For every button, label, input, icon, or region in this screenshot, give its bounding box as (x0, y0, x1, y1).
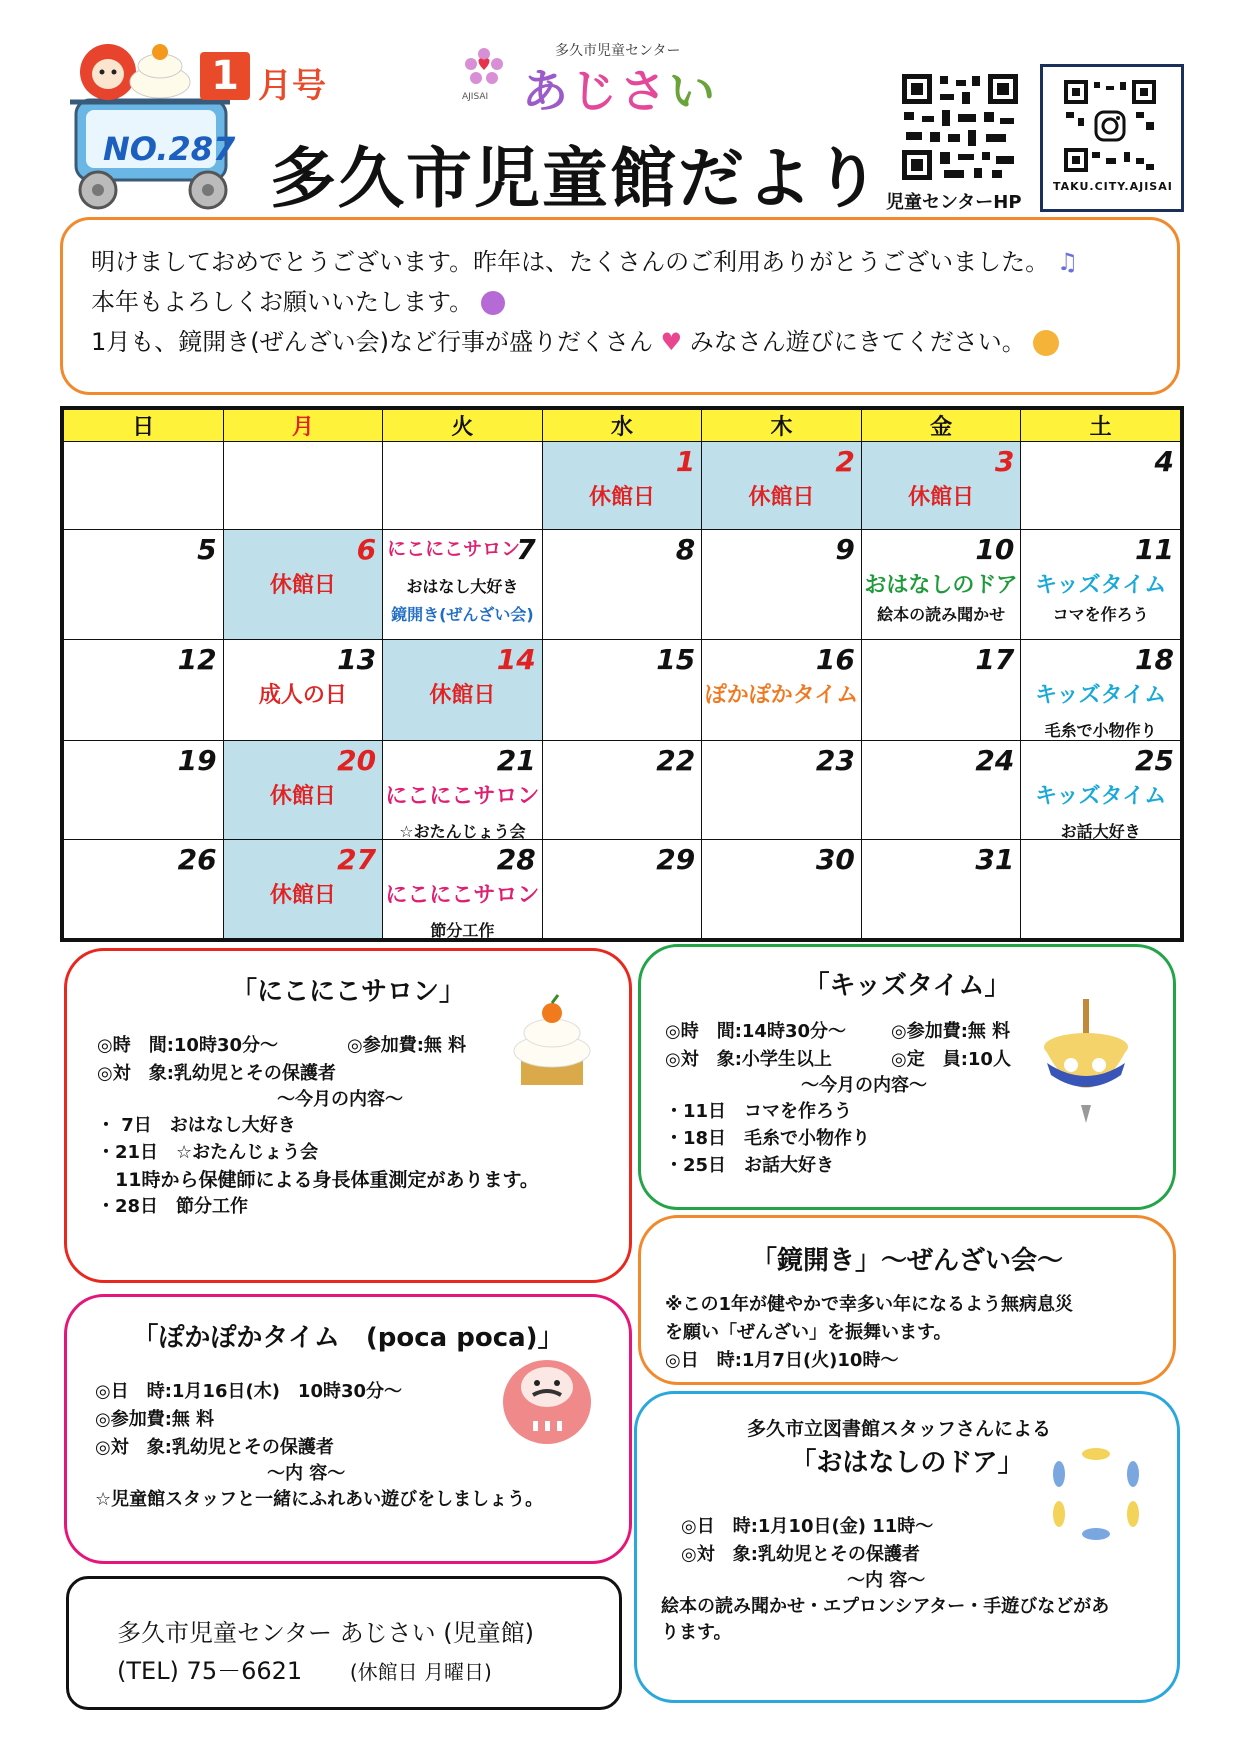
contact-box (66, 1576, 622, 1710)
calendar-day-cell (383, 741, 543, 840)
calendar-day-cell (1021, 639, 1181, 740)
kagami-title: 「鏡開き」～ぜんざい会～ (750, 1246, 1063, 1276)
logo-char: じ (571, 64, 620, 118)
day-number: 14 (496, 642, 536, 676)
calendar-day-cell (1021, 840, 1181, 939)
calendar-event: キッズタイム (1035, 682, 1167, 708)
calendar-day-cell (861, 442, 1021, 530)
calendar-event: 休館日 (269, 883, 336, 909)
day-number: 18 (1135, 642, 1174, 676)
day-number: 16 (815, 642, 855, 676)
calendar-day-cell (383, 529, 543, 639)
calendar-event: にこにこサロン (385, 883, 540, 909)
day-number: 5 (197, 532, 217, 566)
calendar-event: コマを作ろう (1052, 604, 1149, 624)
weekday-header: 火 (383, 410, 543, 442)
calendar (60, 406, 1184, 942)
day-number: 27 (337, 843, 377, 877)
smile-emoji-icon (1033, 330, 1059, 356)
day-number: 12 (177, 642, 217, 676)
day-number: 24 (975, 744, 1015, 778)
calendar-day-cell (64, 442, 224, 530)
day-number: 21 (496, 744, 536, 778)
door-content: ります。 (661, 1622, 732, 1643)
weekday-header: 月 (223, 410, 383, 442)
weekday-header: 土 (1021, 410, 1181, 442)
poca-target: ◎対 象:乳幼児とその保護者 (95, 1437, 334, 1458)
calendar-day-cell (861, 529, 1021, 639)
closed-day-note: (休館日 月曜日) (349, 1660, 492, 1684)
day-number: 7 (516, 532, 536, 566)
calendar-day-cell (542, 840, 702, 939)
calendar-event: 鏡開き(ぜんざい会) (391, 604, 534, 624)
calendar-day-cell (64, 639, 224, 740)
calendar-event: 絵本の読み聞かせ (877, 604, 1006, 624)
calendar-event: おはなし大好き (406, 576, 519, 596)
calendar-day-cell (64, 741, 224, 840)
day-number: 3 (994, 445, 1015, 478)
kids-title: 「キッズタイム」 (803, 971, 1011, 1001)
calendar-week-row (64, 639, 1181, 740)
kids-contents-heading: ～今月の内容～ (801, 1075, 927, 1096)
calendar-week-row (64, 840, 1181, 939)
kids-time: ◎時 間:14時30分～ (665, 1021, 847, 1042)
calendar-event: 毛糸で小物作り (1044, 720, 1157, 740)
day-number: 20 (337, 744, 377, 778)
day-number: 17 (975, 642, 1015, 676)
calendar-event: 休館日 (269, 572, 336, 598)
day-number: 8 (675, 532, 696, 566)
calendar-day-cell (64, 529, 224, 639)
calendar-body (64, 442, 1181, 939)
door-title: 「おはなしのドア」 (790, 1448, 1024, 1478)
day-number: 19 (177, 744, 217, 778)
day-number: 22 (656, 744, 696, 778)
weekday-header: 木 (702, 410, 862, 442)
nikoniko-item: ・21日 ☆おたんじょう会 (97, 1142, 319, 1163)
nikoniko-fee: ◎参加費:無 料 (347, 1035, 467, 1056)
nikoniko-item: ・28日 節分工作 (97, 1196, 249, 1217)
calendar-event: 休館日 (908, 485, 975, 510)
ohanashi-door-box (634, 1391, 1180, 1703)
logo-caption: AJISAI (462, 92, 489, 102)
calendar-event: 節分工作 (430, 921, 495, 941)
calendar-day-cell (542, 529, 702, 639)
kids-item: ・18日 毛糸で小物作り (665, 1128, 871, 1149)
nikoniko-salon-box (64, 948, 632, 1283)
calendar-event: キッズタイム (1035, 572, 1167, 598)
calendar-event: 成人の日 (258, 682, 347, 708)
kids-item: ・25日 お話大好き (665, 1155, 835, 1176)
calendar-day-cell (702, 529, 862, 639)
calendar-day-cell (542, 741, 702, 840)
calendar-weekday-row (64, 410, 1181, 442)
kagami-datetime: ◎日 時:1月7日(火)10時～ (665, 1350, 899, 1371)
calendar-event: ☆おたんじょう会 (399, 822, 526, 842)
calendar-week-row (64, 741, 1181, 840)
poca-content: ☆児童館スタッフと一緒にふれあい遊びをしましょう。 (95, 1489, 544, 1510)
greeting-box (60, 217, 1180, 395)
month-number: 1 (200, 52, 250, 100)
door-content: 絵本の読み聞かせ・エプロンシアター・手遊びなどがあ (661, 1596, 1110, 1617)
calendar-day-cell (223, 442, 383, 530)
calendar-day-cell (861, 741, 1021, 840)
kids-target: ◎対 象:小学生以上 (665, 1049, 832, 1070)
nikoniko-item: ・ 7日 おはなし大好き (97, 1115, 296, 1136)
telephone-number[interactable]: (TEL) 75－6621 (117, 1657, 303, 1685)
calendar-event: おはなしのドア (864, 572, 1018, 598)
kids-capacity: ◎定 員:10人 (891, 1049, 1011, 1070)
qr-caption: 児童センターHP (886, 192, 1022, 213)
day-number: 30 (815, 843, 855, 877)
day-number: 10 (975, 532, 1015, 566)
greeting-text: みなさん遊びにきてください。 (689, 328, 1026, 356)
nikoniko-title: 「にこにこサロン」 (230, 977, 465, 1007)
logo-ajisai (522, 55, 718, 121)
weekday-header: 金 (861, 410, 1021, 442)
center-name: 多久市児童センター あじさい (児童館) (117, 1619, 535, 1647)
day-number: 25 (1135, 744, 1174, 778)
calendar-day-cell (1021, 529, 1181, 639)
calendar-day-cell (702, 442, 862, 530)
day-number: 26 (177, 843, 217, 877)
instagram-caption: TAKU.CITY.AJISAI (1053, 180, 1173, 193)
spinning-top-icon (1041, 999, 1131, 1129)
day-number: 11 (1135, 532, 1174, 566)
day-number: 1 (675, 445, 696, 478)
poca-fee: ◎参加費:無 料 (95, 1409, 215, 1430)
day-number: 13 (337, 642, 377, 676)
kids-fee: ◎参加費:無 料 (891, 1021, 1011, 1042)
calendar-week-row (64, 529, 1181, 639)
nikoniko-item-note: 11時から保健師による身長体重測定があります。 (115, 1169, 539, 1191)
issue-number: NO.287 (103, 130, 236, 168)
calendar-day-cell (1021, 442, 1181, 530)
calendar-day-cell (223, 529, 383, 639)
weekday-header: 水 (542, 410, 702, 442)
calendar-event: にこにこサロン (385, 784, 540, 810)
poca-poca-box (64, 1294, 632, 1564)
kagami-line: ※この1年が健やかで幸多い年になるよう無病息災 (665, 1294, 1074, 1315)
poca-date: ◎日 時:1月16日(木) 10時30分～ (95, 1381, 403, 1402)
kids-item: ・11日 コマを作ろう (665, 1101, 853, 1122)
calendar-day-cell (702, 639, 862, 740)
door-target: ◎対 象:乳幼児とその保護者 (681, 1544, 920, 1565)
leaf-wreath-icon (1041, 1444, 1151, 1544)
door-date: ◎日 時:1月10日(金) 11時～ (681, 1516, 934, 1537)
kagami-line: を願い「ぜんざい」を振舞います。 (665, 1322, 952, 1343)
day-number: 9 (835, 532, 855, 566)
music-note-icon: ♫ (1056, 248, 1079, 276)
greeting-text: 1月も、鏡開き(ぜんざい会)など行事が盛りだくさん (91, 328, 653, 356)
day-number: 4 (1154, 445, 1174, 478)
page-title: 多久市児童館だより (270, 140, 882, 217)
greeting-line-1 (91, 242, 1078, 277)
poca-contents-heading: ～内 容～ (267, 1463, 346, 1484)
logo-char: さ (620, 64, 669, 118)
greeting-text: 明けましておめでとうございます。昨年は、たくさんのご利用ありがとうございました。 (91, 248, 1050, 276)
calendar-day-cell (702, 840, 862, 939)
kids-time-box (638, 944, 1176, 1210)
day-number: 29 (656, 843, 696, 877)
hydrangea-logo-icon (462, 46, 506, 92)
nikoniko-target: ◎対 象:乳幼児とその保護者 (97, 1063, 336, 1084)
day-number: 23 (815, 744, 855, 778)
calendar-event: お話大好き (1060, 822, 1141, 842)
calendar-event: 休館日 (748, 485, 815, 510)
calendar-day-cell (223, 840, 383, 939)
poca-title: 「ぽかぽかタイム (poca poca)」 (132, 1323, 564, 1353)
calendar-event: 休館日 (588, 485, 655, 510)
calendar-event: 休館日 (269, 784, 336, 810)
calendar-day-cell (542, 442, 702, 530)
contact-line (117, 1651, 492, 1686)
calendar-day-cell (861, 840, 1021, 939)
door-pre-title: 多久市立図書館スタッフさんによる (747, 1418, 1052, 1440)
calendar-event: ぽかぽかタイム (704, 682, 859, 708)
calendar-day-cell (383, 442, 543, 530)
daruma-icon (497, 1347, 597, 1447)
calendar-day-cell (542, 639, 702, 740)
day-number: 28 (496, 843, 536, 877)
calendar-event: にこにこサロン (387, 537, 521, 560)
nikoniko-contents-heading: ～今月の内容～ (277, 1089, 403, 1110)
qr-code-homepage[interactable] (900, 72, 1020, 182)
greeting-text: 本年もよろしくお願いいたします。 (91, 288, 474, 316)
star-eyes-emoji-icon (481, 291, 505, 315)
calendar-day-cell (383, 840, 543, 939)
greeting-line-2 (91, 282, 505, 317)
day-number: 31 (975, 843, 1015, 877)
kagamimochi-icon (507, 991, 597, 1091)
calendar-day-cell (64, 840, 224, 939)
day-number: 15 (656, 642, 696, 676)
hearts-icon: ♥ (660, 328, 683, 356)
calendar-day-cell (1021, 741, 1181, 840)
month-suffix: 月号 (258, 66, 326, 106)
calendar-day-cell (702, 741, 862, 840)
calendar-event: キッズタイム (1035, 784, 1167, 810)
door-contents-heading: ～内 容～ (847, 1570, 926, 1591)
day-number: 2 (835, 445, 855, 478)
calendar-day-cell (861, 639, 1021, 740)
instagram-qr-code[interactable] (1062, 78, 1158, 174)
kagamibiraki-box (638, 1215, 1176, 1385)
greeting-line-3 (91, 322, 1059, 357)
logo-char: あ (522, 64, 571, 118)
calendar-day-cell (383, 639, 543, 740)
calendar-day-cell (223, 639, 383, 740)
calendar-event: 休館日 (429, 682, 496, 708)
weekday-header: 日 (64, 410, 224, 442)
logo-char: い (669, 64, 718, 118)
center-subtitle: 多久市児童センター (555, 43, 681, 59)
day-number: 6 (356, 532, 377, 566)
nikoniko-time: ◎時 間:10時30分～ (97, 1035, 279, 1056)
calendar-week-row (64, 442, 1181, 530)
calendar-day-cell (223, 741, 383, 840)
calendar-table (63, 409, 1181, 939)
